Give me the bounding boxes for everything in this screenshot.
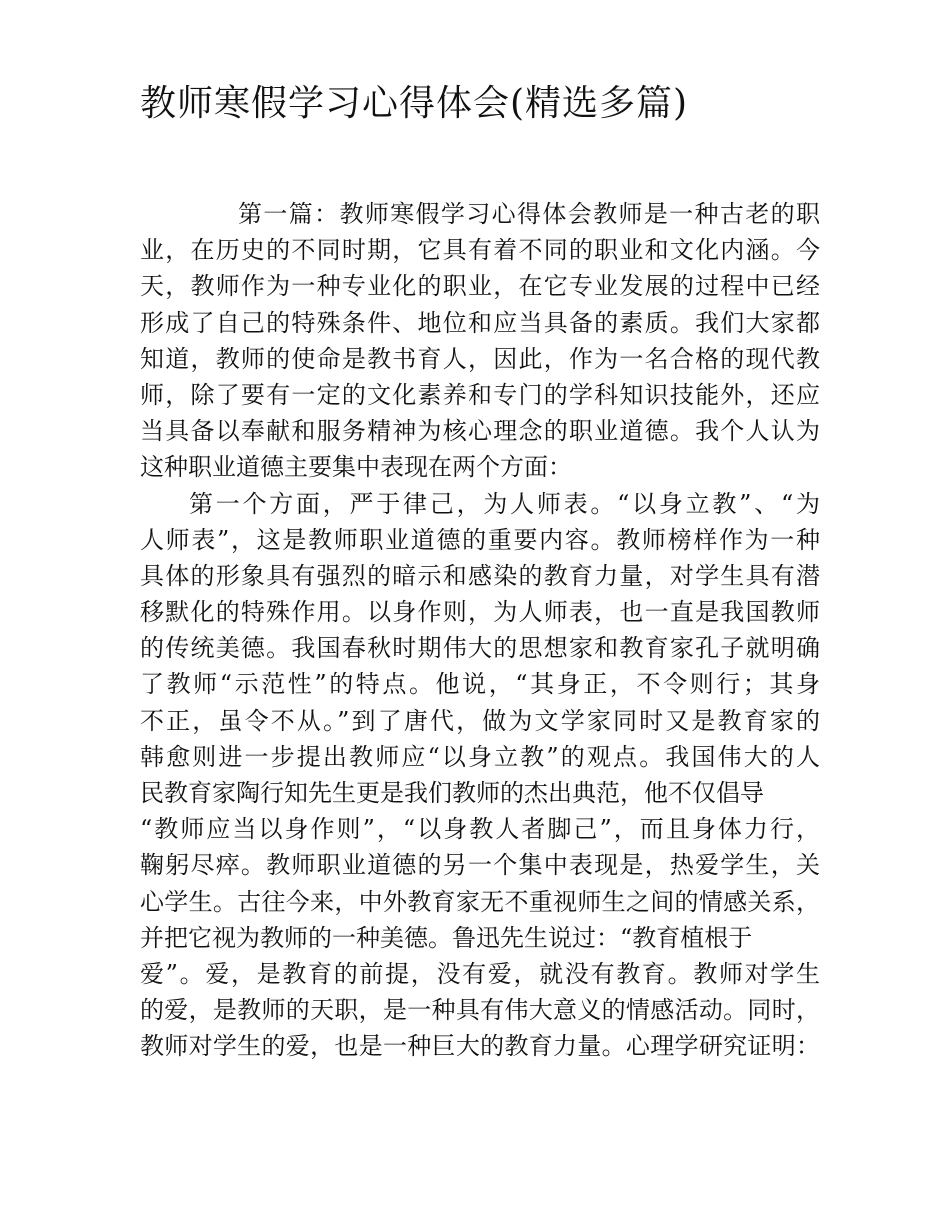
text-line: “教师应当以身作则”，“以身教人者脚己”，而且身体力行，: [140, 815, 820, 844]
text-line: 心学生。古往今来，中外教育家无不重视师生之间的情感关系，: [140, 887, 820, 916]
text-line: 爱”。爱，是教育的前提，没有爱，就没有教育。教师对学生: [140, 959, 820, 988]
document-body: [140, 196, 820, 1065]
text-line: 师，除了要有一定的文化素养和专门的学科知识技能外，还应: [140, 380, 820, 409]
text-line: 具体的形象具有强烈的暗示和感染的教育力量，对学生具有潜: [140, 561, 820, 590]
text-line: 韩愈则进一步提出教师应“以身立教”的观点。我国伟大的人: [140, 742, 820, 771]
text-line: 教师对学生的爱，也是一种巨大的教育力量。心理学研究证明：: [140, 1032, 820, 1061]
text-line: 第一个方面，严于律己，为人师表。“以身立教”、“为: [189, 489, 820, 518]
text-line: 当具备以奉献和服务精神为核心理念的职业道德。我个人认为: [140, 417, 820, 446]
text-line: 了教师“示范性”的特点。他说，“其身正，不令则行；其身: [140, 670, 820, 699]
text-line: 鞠躬尽瘁。教师职业道德的另一个集中表现是，热爱学生，关: [140, 851, 820, 880]
text-line: 移默化的特殊作用。以身作则，为人师表，也一直是我国教师: [140, 598, 820, 627]
text-line: 并把它视为教师的一种美德。鲁迅先生说过：“教育植根于: [140, 923, 753, 952]
text-line: 民教育家陶行知先生更是我们教师的杰出典范，他不仅倡导: [140, 779, 764, 807]
text-line: 的爱，是教师的天职，是一种具有伟大意义的情感活动。同时，: [140, 996, 820, 1025]
text-line: 第一篇：教师寒假学习心得体会教师是一种古老的职: [238, 200, 820, 228]
text-line: 这种职业道德主要集中表现在两个方面：: [140, 453, 572, 482]
text-line: 不正，虽令不从。”到了唐代，做为文学家同时又是教育家的: [140, 706, 820, 735]
text-line: 天，教师作为一种专业化的职业，在它专业发展的过程中已经: [140, 272, 820, 301]
document-title: 教师寒假学习心得体会(精选多篇): [140, 83, 689, 124]
text-line: 知道，教师的使命是教书育人，因此，作为一名合格的现代教: [140, 344, 820, 373]
text-line: 形成了自己的特殊条件、地位和应当具备的素质。我们大家都: [140, 308, 820, 337]
text-line: 的传统美德。我国春秋时期伟大的思想家和教育家孔子就明确: [140, 634, 820, 663]
text-line: 人师表”，这是教师职业道德的重要内容。教师榜样作为一种: [140, 525, 820, 554]
text-line: 业，在历史的不同时期，它具有着不同的职业和文化内涵。今: [140, 236, 820, 265]
